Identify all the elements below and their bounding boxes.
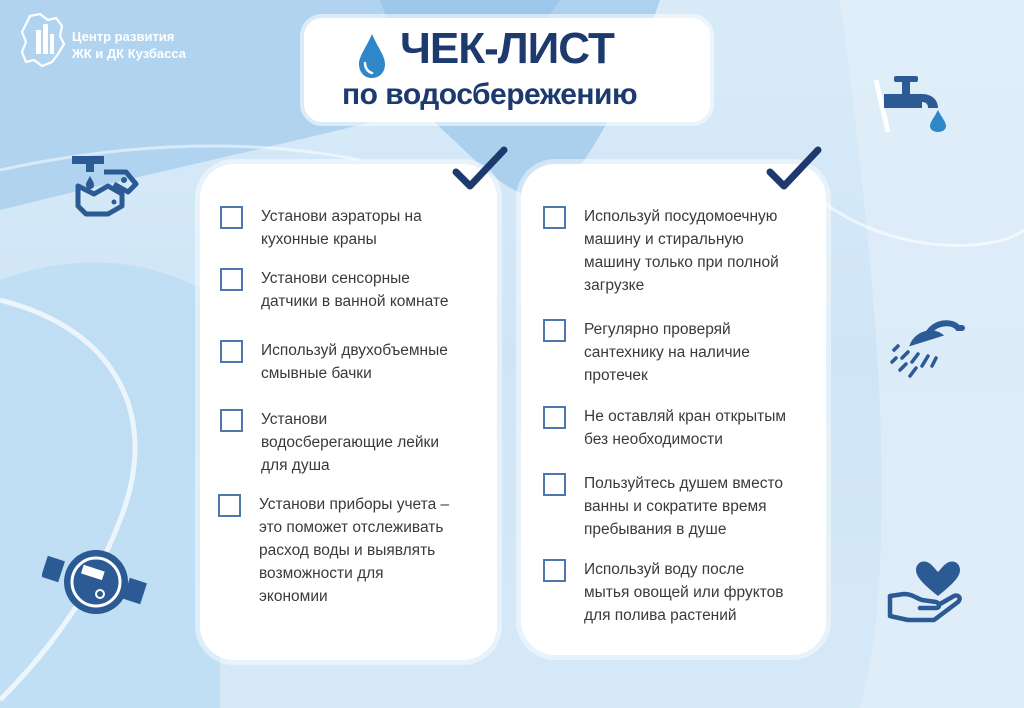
checklist-item[interactable]: [220, 205, 422, 251]
checkbox[interactable]: [543, 319, 566, 342]
checkmark-icon: [452, 146, 508, 190]
shower-icon: [888, 314, 972, 384]
checklist-item[interactable]: [218, 493, 449, 608]
checklist-item-text: Регулярно проверяй сантехнику на наличие протечек: [584, 321, 750, 384]
checkbox[interactable]: [543, 406, 566, 429]
checklist-item-text: Используй воду после мытья овощей или фруктов для полива растений: [584, 561, 784, 624]
checkbox[interactable]: [218, 494, 241, 517]
title-box: [304, 18, 710, 122]
checklist-item[interactable]: [543, 205, 779, 297]
checklist-item[interactable]: [543, 318, 750, 387]
checkbox[interactable]: [543, 206, 566, 229]
region-map-icon: [18, 12, 68, 70]
checklist-item-text: Установи сенсорные датчики в ванной комнате: [261, 270, 449, 310]
page-subtitle: по водосбережению: [342, 78, 638, 111]
checklist-item-text: Установи водосберегающие лейки для душа: [261, 411, 439, 474]
washing-hands-icon: [64, 142, 146, 224]
checkbox[interactable]: [220, 409, 243, 432]
heart-hand-icon: [886, 560, 966, 626]
checklist-item-text: Используй посудомоечную машину и стиральную машину только при полной загрузке: [584, 208, 779, 294]
checklist-item[interactable]: [220, 408, 439, 477]
checklist-item-text: Не оставляй кран открытым без необходимости: [584, 408, 787, 448]
checkbox[interactable]: [220, 340, 243, 363]
checklist-item[interactable]: [543, 405, 786, 451]
checkbox[interactable]: [543, 559, 566, 582]
checklist-item-text: Используй двухобъемные смывные бачки: [261, 342, 448, 382]
water-tap-icon: [872, 72, 956, 136]
checklist-item[interactable]: [543, 472, 783, 541]
checklist-item-text: Пользуйтесь душем вместо ванны и сократите время пребывания в душе: [584, 475, 784, 538]
water-drop-icon: [356, 32, 388, 80]
water-meter-icon: [42, 540, 148, 620]
checklist-item[interactable]: [543, 558, 784, 627]
checklist-item-text: Установи приборы учета – это поможет отслеживать расход воды и выявлять возможности для экономии: [259, 496, 450, 605]
brand-line-2: ЖК и ДК Кузбасса: [72, 46, 186, 61]
page-title: ЧЕК-ЛИСТ: [400, 24, 614, 73]
checklist-item[interactable]: [220, 339, 448, 385]
checkmark-icon: [766, 146, 822, 190]
checkbox[interactable]: [220, 268, 243, 291]
checkbox[interactable]: [220, 206, 243, 229]
brand-name: [72, 28, 186, 62]
checkbox[interactable]: [543, 473, 566, 496]
checklist-item-text: Установи аэраторы на кухонные краны: [261, 208, 422, 248]
checklist-item[interactable]: [220, 267, 448, 313]
brand-line-1: Центр развития: [72, 29, 175, 44]
